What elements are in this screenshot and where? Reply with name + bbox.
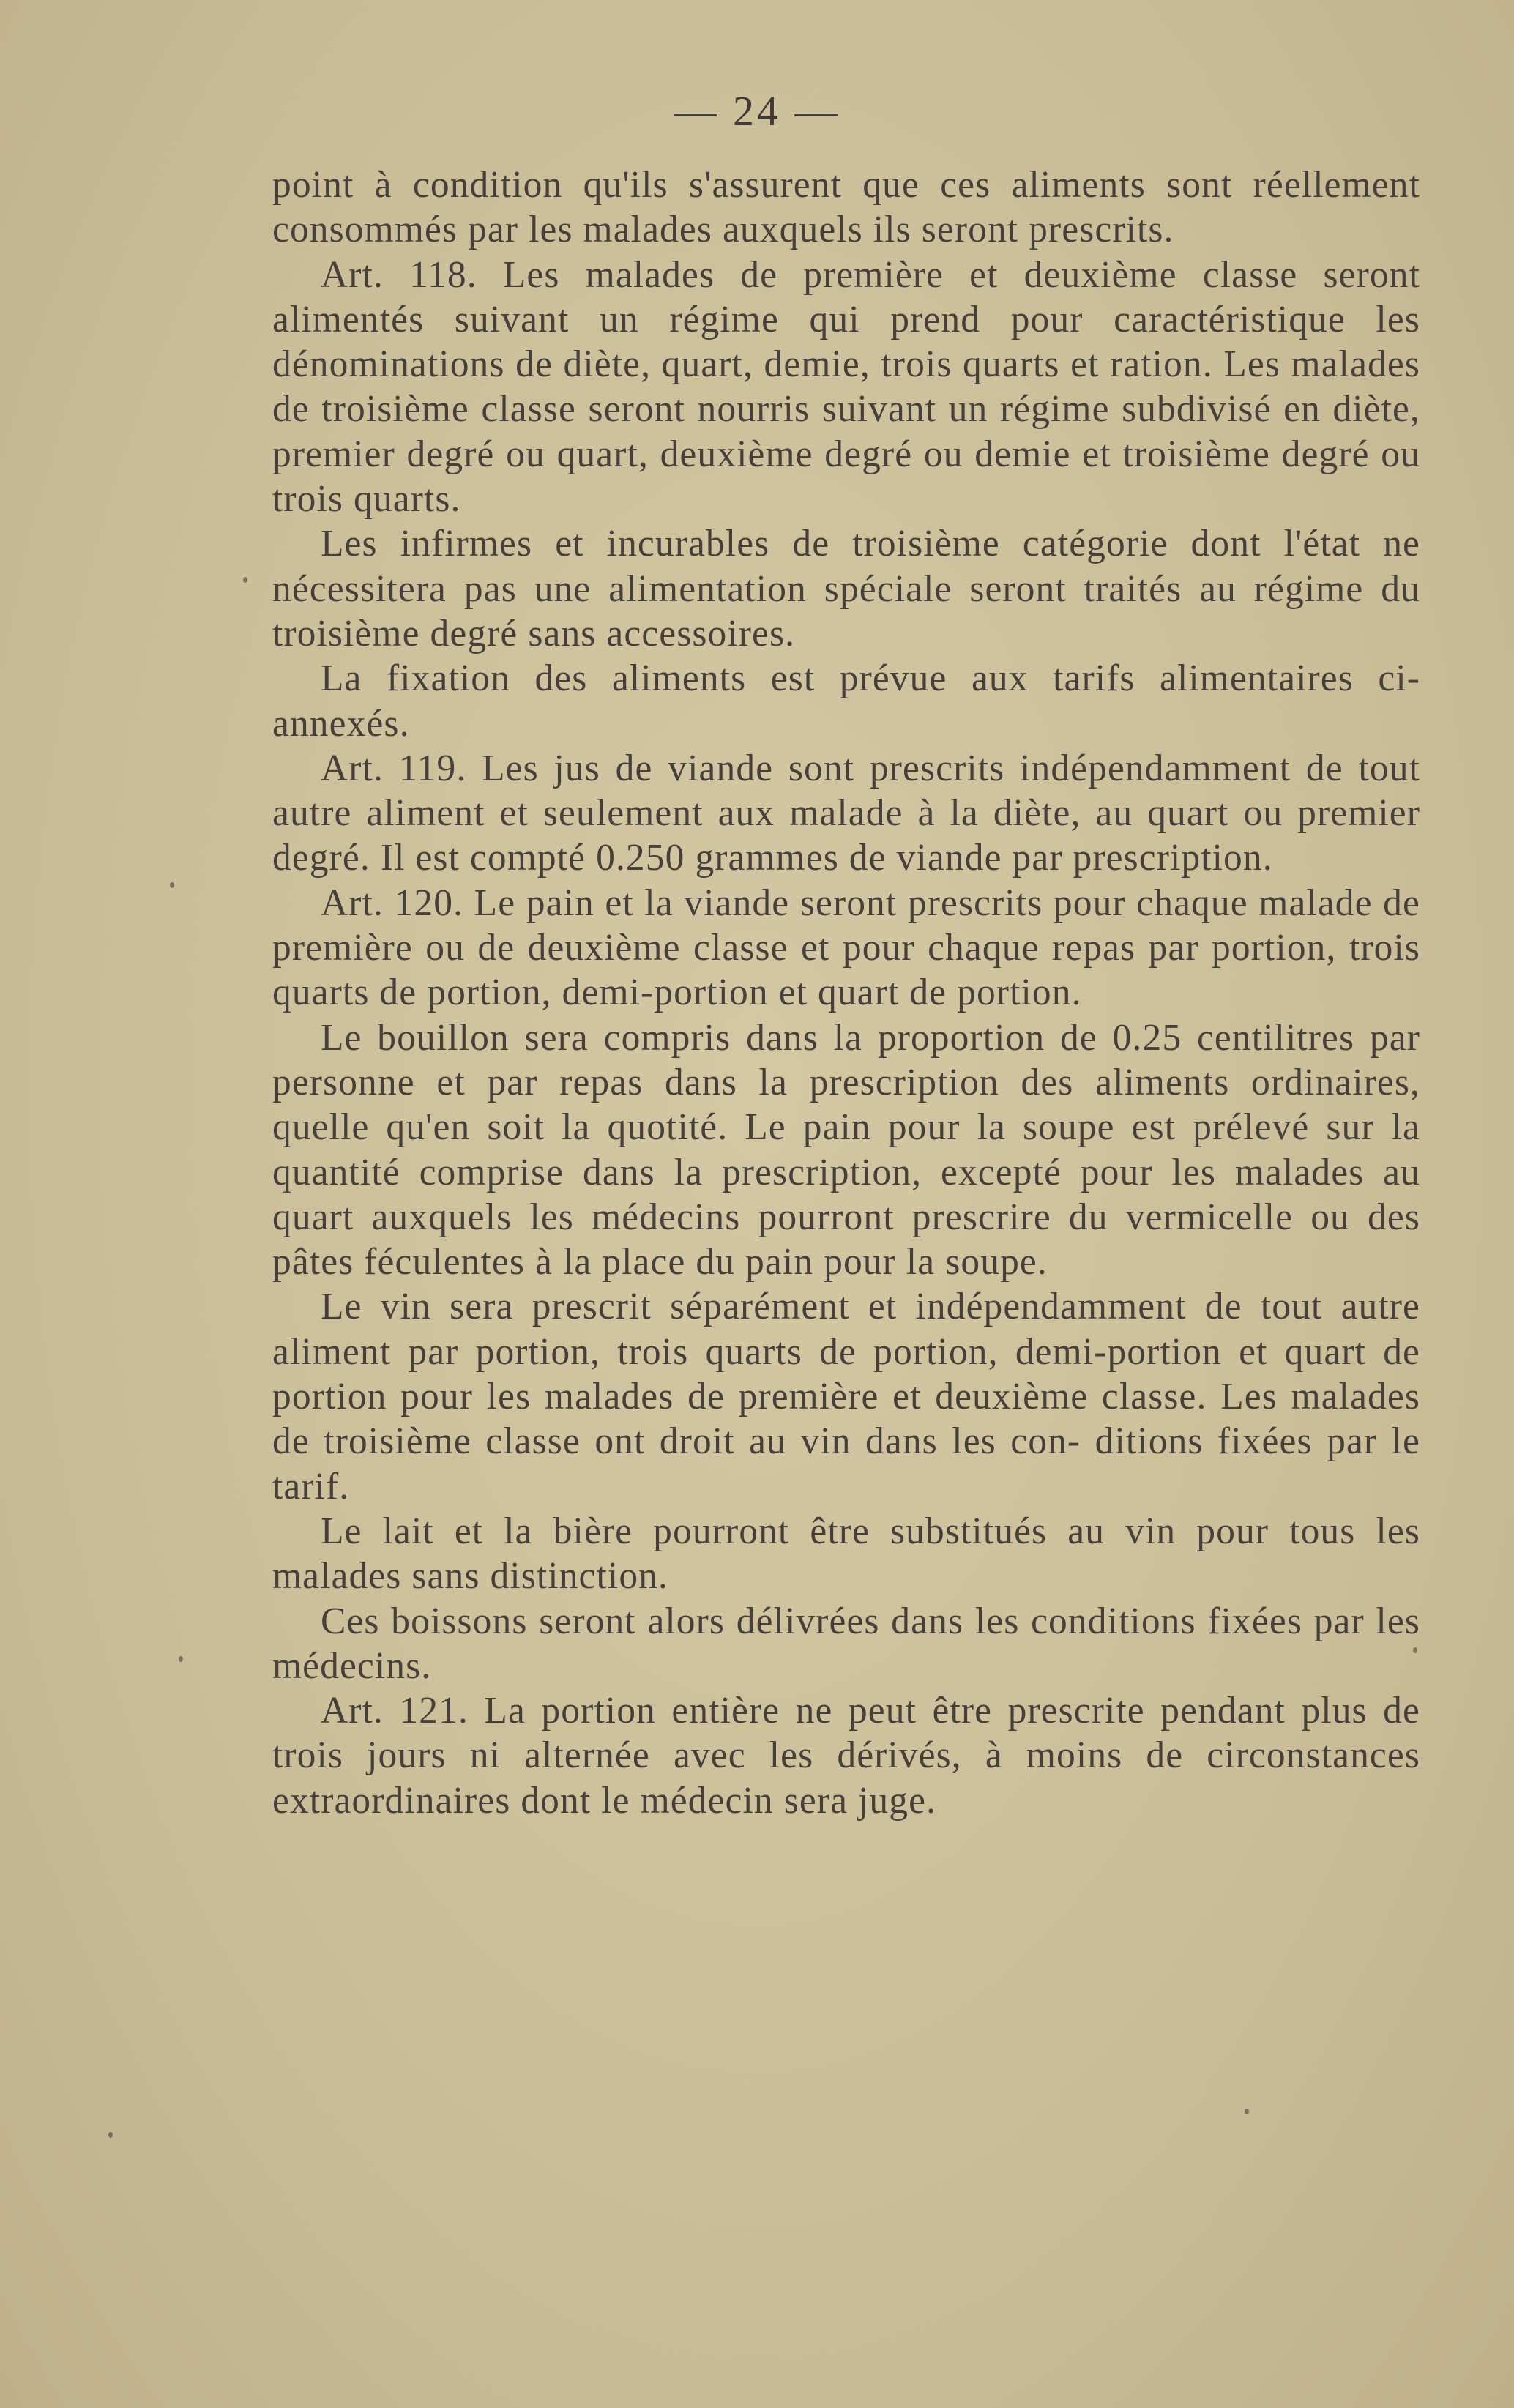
paragraph-boissons: Ces boissons seront alors délivrées dans les conditions fixées par les médecins.: [272, 1600, 1420, 1687]
paragraph-continuation: point à condition qu'ils s'assurent que ces aliments sont réellement consommés par les malades auxquels ils seront prescrits.: [272, 164, 1420, 251]
paper-speck: [1245, 2109, 1249, 2114]
paragraph-art-118: Art. 118. Les malades de première et deuxième classe seront alimentés suivant un régime qui prend pour caractéristique les dénominations de diète, quart, demie, trois quarts et ration. Les malades de troisième classe seront nourris suivant un régime subdivisé en diète, premier degré ou quart, deuxième degré ou demie et troisième degré ou trois quarts.: [272, 253, 1420, 521]
paragraph-infirmes: Les infirmes et incurables de troisième catégorie dont l'état ne nécessitera pas une alimentation spéciale seront traités au régime du troisième degré sans accessoires.: [272, 523, 1420, 655]
body-text: [272, 163, 1420, 1823]
paper-speck: [243, 577, 247, 583]
paragraph-art-120: Art. 120. Le pain et la viande seront prescrits pour chaque malade de première ou de deuxième classe et pour chaque repas par portion, trois quarts de portion, demi-portion et quart de portion.: [272, 881, 1420, 1014]
paragraph-fixation: La fixation des aliments est prévue aux tarifs alimentaires ci-annexés.: [272, 657, 1420, 745]
paragraph-art-119: Art. 119. Les jus de viande sont prescrits indépendamment de tout autre aliment et seulement aux malade à la diète, au quart ou premier degré. Il est compté 0.250 grammes de viande par prescription.: [272, 747, 1420, 879]
paper-speck: [170, 882, 174, 888]
paper-speck: [179, 1656, 183, 1662]
paragraph-bouillon: Le bouillon sera compris dans la proportion de 0.25 centilitres par personne et par repas dans la prescription des aliments ordinaires, quelle qu'en soit la quotité. Le pain pour la soupe est prélevé sur la quantité comprise dans la prescription, excepté pour les malades au quart auxquels les médecins pourront prescrire du vermicelle ou des pâtes féculentes à la place du pain pour la soupe.: [272, 1016, 1420, 1283]
page-number: — 24 —: [674, 87, 840, 135]
paragraph-art-121: Art. 121. La portion entière ne peut être prescrite pendant plus de trois jours ni alternée avec les dérivés, à moins de circonstances extraordinaires dont le médecin sera juge.: [272, 1690, 1420, 1822]
paragraph-vin: Le vin sera prescrit séparément et indépendamment de tout autre aliment par portion, trois quarts de portion, demi-portion et quart de portion pour les malades de première et deuxième classe. Les malades de troisième classe ont droit au vin dans les con- ditions fixées par le tarif.: [272, 1286, 1420, 1507]
paper-speck: [1413, 1647, 1417, 1653]
paragraph-lait: Le lait et la bière pourront être substitués au vin pour tous les malades sans distinction.: [272, 1510, 1420, 1598]
paper-speck: [108, 2132, 113, 2138]
